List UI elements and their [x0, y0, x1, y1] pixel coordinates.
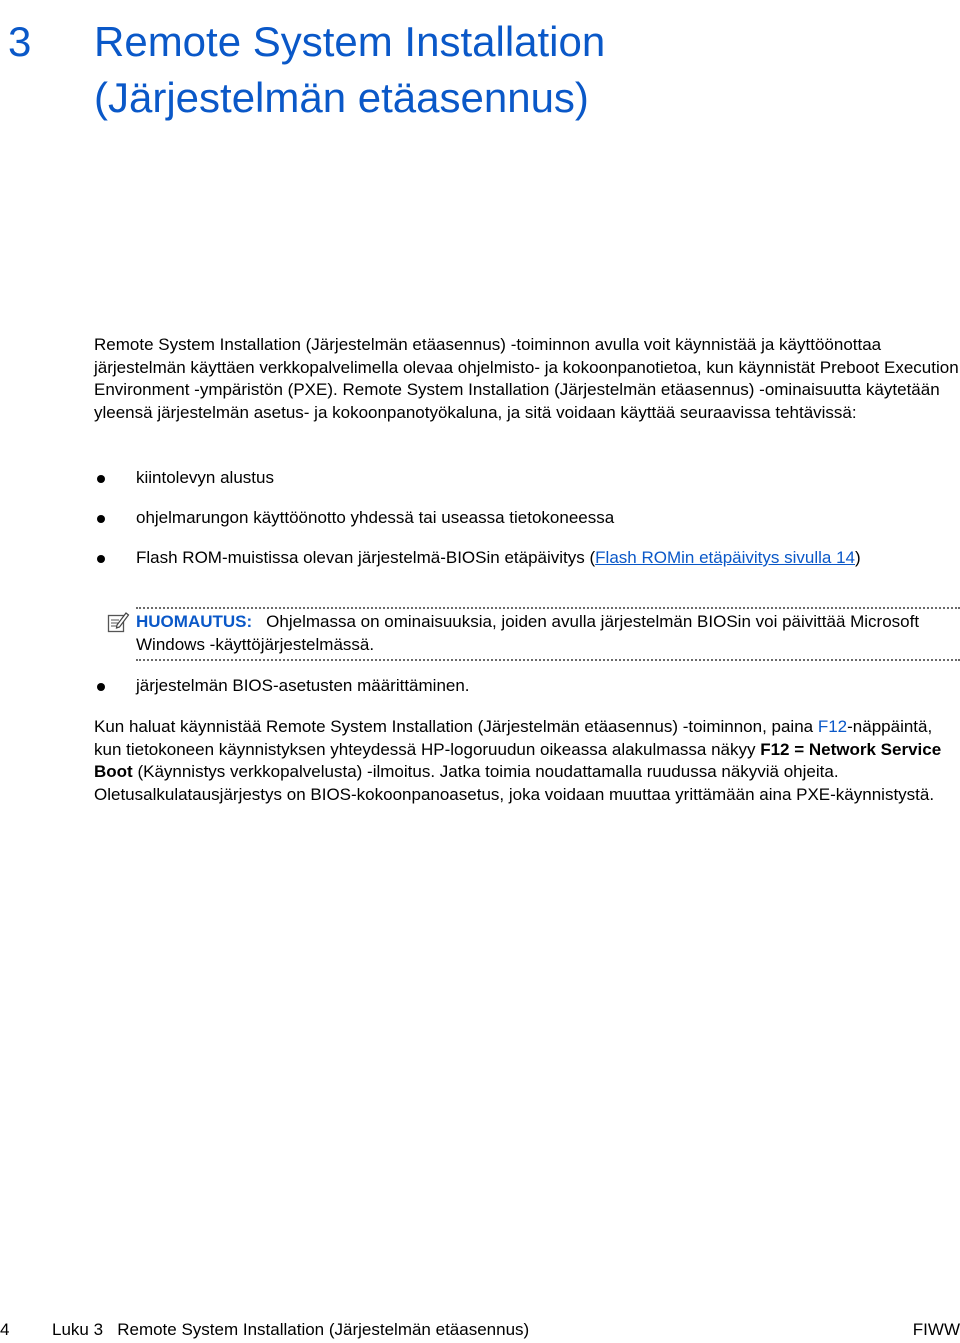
- closing-text-part1: Kun haluat käynnistää Remote System Installation (Järjestelmän etäasennus) -toiminnon, paina: [94, 717, 818, 736]
- task-list-continued: [94, 675, 960, 698]
- footer-chapter-label: Luku 3 Remote System Installation (Järjestelmän etäasennus): [52, 1320, 530, 1339]
- bullet-icon: [97, 555, 105, 563]
- f12-key-label: F12: [817, 717, 848, 736]
- list-item: [94, 467, 960, 490]
- note-label: HUOMAUTUS:: [136, 612, 253, 631]
- note-box: [94, 611, 960, 656]
- note-divider-bottom: [136, 659, 960, 661]
- bullet-icon: [97, 475, 105, 483]
- closing-text-part3: (Käynnistys verkkopalvelusta) -ilmoitus. Jatka toimia noudattamalla ruudussa näkyviä ohjeita. Oletusalkulatausjärjestys on BIOS-kokoonpanoasetus, joka voidaan muuttaa yrittämään aina PXE-käynnistystä.: [94, 762, 935, 804]
- bullet-icon: [97, 683, 105, 691]
- footer-doc-code: FIWW: [912, 1320, 960, 1339]
- page-title-line2: (Järjestelmän etäasennus): [94, 74, 589, 121]
- list-item: [94, 675, 960, 698]
- bullet-icon: [97, 515, 105, 523]
- task-list: [94, 467, 960, 587]
- flash-rom-link[interactable]: Flash ROMin etäpäivitys sivulla 14: [595, 548, 855, 567]
- footer-page-number: 4: [0, 1320, 10, 1339]
- list-item-text: kiintolevyn alustus: [136, 468, 274, 487]
- list-item-text-before: Flash ROM-muistissa olevan järjestelmä-BIOSin etäpäivitys (: [136, 548, 596, 567]
- note-divider-top: [136, 607, 960, 609]
- intro-paragraph: Remote System Installation (Järjestelmän etäasennus) -toiminnon avulla voit käynnistää ja käyttöönottaa järjestelmän käyttäen verkkopalvelimella olevaa ohjelmisto- ja kokoonpanotietoa, kun käynnistät Preboot Execution Environment -ympäristön (PXE). Remote System Installation (Järjestelmän etäasennus) -ominaisuutta käytetään yleensä järjestelmän asetus- ja kokoonpanotyökaluna, ja sitä voidaan käyttää seuraavissa tehtävissä:: [94, 335, 959, 422]
- page-title-line1: Remote System Installation: [94, 18, 606, 65]
- list-item-text: ohjelmarungon käyttöönotto yhdessä tai useassa tietokoneessa: [136, 508, 615, 527]
- list-item-text-after: ): [854, 548, 861, 567]
- chapter-number: 3: [8, 18, 32, 65]
- list-item: [94, 547, 960, 570]
- list-item-text: järjestelmän BIOS-asetusten määrittäminen.: [136, 676, 470, 695]
- page-title: [94, 14, 954, 126]
- list-item: [94, 507, 960, 530]
- boot-message: F12 = Network Service Boot: [94, 739, 942, 781]
- note-text: Ohjelmassa on ominaisuuksia, joiden avulla järjestelmän BIOSin voi päivittää Microsoft Windows -käyttöjärjestelmässä.: [136, 612, 920, 654]
- closing-text-part2: -näppäintä, kun tietokoneen käynnistyksen yhteydessä HP-logoruudun oikeassa alakulmassa näkyy: [94, 717, 933, 759]
- closing-paragraph: [94, 716, 960, 806]
